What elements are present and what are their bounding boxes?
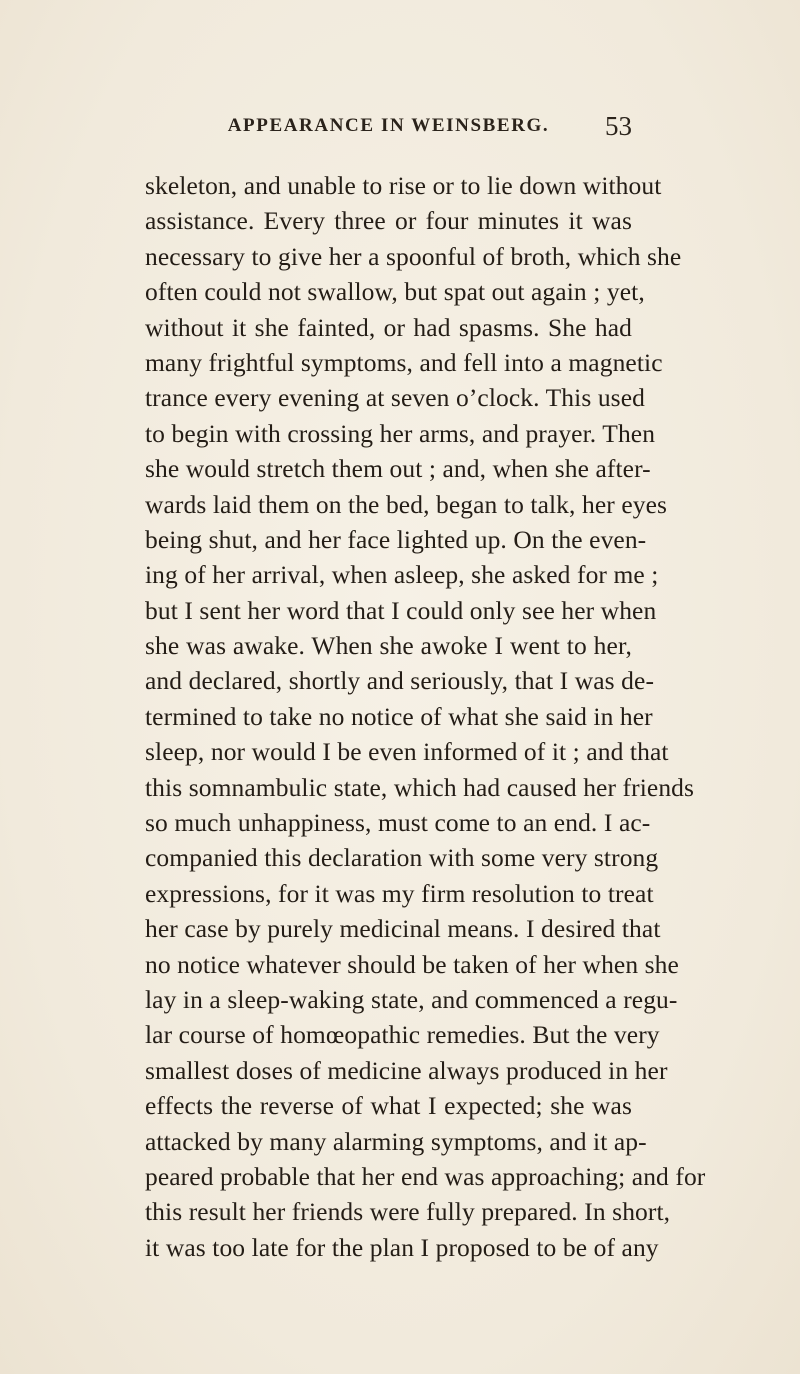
body-text: [145, 168, 706, 1265]
text-line: often could not swallow, but spat out again ; yet,: [145, 277, 645, 307]
text-line: ing of her arrival, when asleep, she asked for me ;: [145, 560, 659, 590]
running-head-title: APPEARANCE IN WEINSBERG.: [227, 115, 550, 136]
text-line: wards laid them on the bed, began to talk, her eyes: [145, 489, 668, 519]
text-line: she was awake. When she awoke I went to her,: [145, 631, 632, 661]
text-line: she would stretch them out ; and, when she after-: [145, 454, 651, 484]
text-line: peared probable that her end was approaching; and for: [145, 1161, 706, 1191]
text-line: her case by purely medicinal means. I desired that: [145, 914, 661, 944]
text-line: without it she fainted, or had spasms. She had: [145, 312, 632, 342]
text-line: sleep, nor would I be even informed of it ; and that: [145, 737, 669, 767]
running-head: [145, 111, 632, 155]
text-line: termined to take no notice of what she said in her: [145, 701, 653, 731]
text-line: skeleton, and unable to rise or to lie down without: [145, 171, 662, 200]
text-line: this somnambulic state, which had caused her friends: [145, 772, 695, 802]
text-line: effects the reverse of what I expected; she was: [145, 1091, 632, 1121]
text-line: necessary to give her a spoonful of broth, which she: [145, 241, 682, 271]
page-number: 53: [605, 111, 632, 141]
text-line: no notice whatever should be taken of her when she: [145, 949, 679, 979]
text-line: assistance. Every three or four minutes it was: [145, 206, 632, 236]
text-line: lar course of homœopathic remedies. But the very: [145, 1020, 660, 1050]
text-line: so much unhappiness, must come to an end. I ac-: [145, 808, 651, 838]
text-line: attacked by many alarming symptoms, and it ap-: [145, 1126, 647, 1156]
text-line: being shut, and her face lighted up. On the even-: [145, 524, 647, 554]
text-line: to begin with crossing her arms, and prayer. Then: [145, 418, 656, 448]
text-line: smallest doses of medicine always produced in her: [145, 1055, 668, 1085]
text-line: it was too late for the plan I proposed to be of any: [145, 1232, 659, 1262]
text-line: but I sent her word that I could only see her when: [145, 595, 657, 625]
text-line: and declared, shortly and seriously, that I was de-: [145, 666, 655, 696]
text-line: expressions, for it was my firm resolution to treat: [145, 878, 654, 908]
text-line: this result her friends were fully prepared. In short,: [145, 1197, 671, 1227]
text-line: lay in a sleep-waking state, and commenced a regu-: [145, 984, 678, 1014]
text-line: many frightful symptoms, and fell into a magnetic: [145, 347, 663, 377]
text-line: companied this declaration with some very strong: [145, 843, 659, 873]
text-line: trance every evening at seven o’clock. This used: [145, 383, 645, 413]
